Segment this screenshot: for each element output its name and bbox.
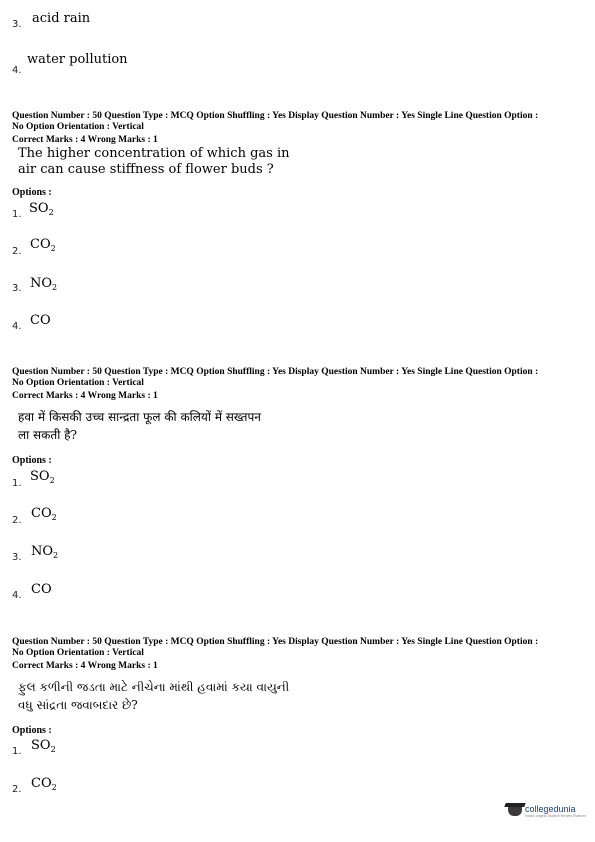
formula-subscript: 2 [50, 244, 56, 253]
option-text: acid rain [32, 11, 91, 26]
question-meta-line: Question Number : 50 Question Type : MCQ Option Shuffling : Yes Display Question Number : Yes Single Line Question Option : [12, 111, 539, 121]
formula-base: CO [30, 237, 51, 252]
question-text-line: ला सकती है? [18, 428, 77, 442]
option-formula [30, 276, 57, 292]
formula-subscript: 2 [53, 551, 59, 560]
formula-base: SO [31, 738, 51, 753]
option-formula [31, 738, 56, 754]
formula-subscript: 2 [51, 513, 57, 522]
question-meta [12, 111, 538, 146]
graduation-cap-icon [508, 806, 522, 816]
formula-base: NO [31, 544, 54, 559]
formula-base: SO [30, 469, 50, 484]
options-label: Options : [12, 187, 52, 198]
options-label: Options : [12, 725, 52, 736]
option-number: 1. [12, 746, 22, 757]
option-number: 3. [12, 552, 22, 563]
question-text [18, 678, 289, 714]
question-marks: Correct Marks : 4 Wrong Marks : 1 [12, 135, 158, 145]
option-formula [31, 544, 58, 560]
option-formula [31, 582, 52, 597]
formula-subscript: 2 [49, 476, 55, 485]
option-number: 2. [12, 515, 22, 526]
option-formula [30, 313, 51, 328]
option-number: 3. [12, 19, 22, 30]
option-number: 2. [12, 246, 22, 257]
question-meta-line: No Option Orientation : Vertical [12, 377, 144, 388]
formula-subscript: 2 [50, 745, 56, 754]
question-text-line: air can cause stiffness of flower buds ? [18, 162, 274, 177]
formula-base: NO [30, 276, 53, 291]
brand-tagline: India's largest Student Review Platform [525, 814, 586, 818]
question-text-line: વધુ સાંદ્રતા જવાબદાર છે? [18, 698, 138, 712]
question-text-line: हवा में किसकी उच्च सान्द्रता फूल की कलियों में सख्तपन [18, 410, 261, 424]
formula-base: SO [29, 201, 49, 216]
option-number: 4. [12, 590, 22, 601]
formula-subscript: 2 [51, 783, 57, 792]
option-number: 1. [12, 209, 22, 220]
option-text: water pollution [27, 52, 128, 67]
question-meta [12, 367, 538, 402]
option-formula [30, 469, 55, 485]
option-formula [31, 506, 57, 522]
formula-base: CO [31, 776, 52, 791]
question-text-line: The higher concentration of which gas in [18, 146, 290, 161]
formula-subscript: 2 [48, 208, 54, 217]
options-label: Options : [12, 455, 52, 466]
question-meta-line: No Option Orientation : Vertical [12, 647, 144, 658]
option-number: 4. [12, 65, 22, 76]
question-text [18, 146, 289, 178]
formula-base: CO [30, 313, 51, 328]
option-number: 2. [12, 784, 22, 795]
question-text [18, 408, 261, 444]
option-number: 1. [12, 478, 22, 489]
formula-base: CO [31, 582, 52, 597]
question-meta-line: Question Number : 50 Question Type : MCQ Option Shuffling : Yes Display Question Number : Yes Single Line Question Option : [12, 367, 539, 377]
question-meta-line: No Option Orientation : Vertical [12, 121, 144, 132]
brand-name: collegedunia [525, 804, 576, 814]
question-marks: Correct Marks : 4 Wrong Marks : 1 [12, 661, 158, 671]
formula-subscript: 2 [52, 283, 58, 292]
question-text-line: ફુલ કળીની જડતા માટે નીચેના માંથી હવામાં કયા વાયુની [18, 680, 290, 694]
option-number: 3. [12, 283, 22, 294]
brand-logo [508, 804, 586, 818]
option-formula [29, 201, 54, 217]
option-number: 4. [12, 321, 22, 332]
question-meta-line: Question Number : 50 Question Type : MCQ Option Shuffling : Yes Display Question Number : Yes Single Line Question Option : [12, 637, 539, 647]
question-meta [12, 637, 538, 672]
question-marks: Correct Marks : 4 Wrong Marks : 1 [12, 391, 158, 401]
option-formula [31, 776, 57, 792]
formula-base: CO [31, 506, 52, 521]
option-formula [30, 237, 56, 253]
